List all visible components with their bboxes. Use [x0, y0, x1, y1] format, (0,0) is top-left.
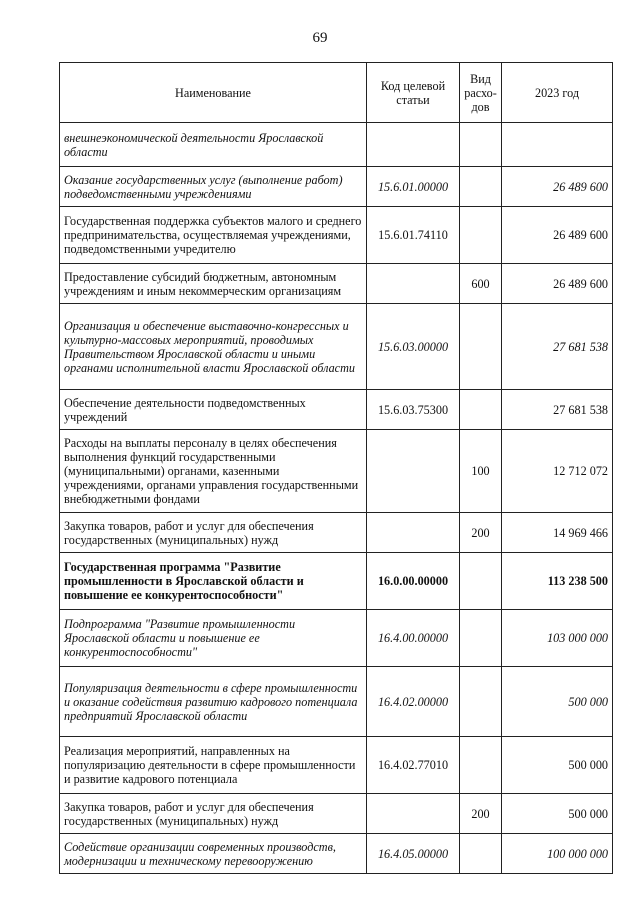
row-amount — [502, 123, 613, 167]
header-type: Вид расхо-дов — [460, 63, 502, 123]
row-code: 15.6.01.00000 — [367, 167, 460, 207]
table-row — [60, 737, 613, 794]
row-name: Государственная поддержка субъектов малого и среднего предпринимательства, осуществляемая учреждениями, подведомственными учредителю — [60, 207, 367, 264]
row-name: Предоставление субсидий бюджетным, автономным учреждениям и иным некоммерческим организациям — [60, 264, 367, 304]
row-type — [460, 123, 502, 167]
table-row — [60, 513, 613, 553]
row-type — [460, 667, 502, 737]
row-name: Реализация мероприятий, направленных на популяризацию деятельности в сфере промышленности и развитие кадрового потенциала — [60, 737, 367, 794]
row-type: 200 — [460, 794, 502, 834]
row-code — [367, 513, 460, 553]
table-row — [60, 264, 613, 304]
row-amount: 103 000 000 — [502, 610, 613, 667]
row-name: Расходы на выплаты персоналу в целях обеспечения выполнения функций государственными (муниципальными) органами, казенными учреждениями, органами управления государственными внебюджетными фондами — [60, 430, 367, 513]
row-amount: 26 489 600 — [502, 167, 613, 207]
row-name: Подпрограмма "Развитие промышленности Ярославской области и повышение ее конкурентоспособности" — [60, 610, 367, 667]
row-code — [367, 430, 460, 513]
row-name: Закупка товаров, работ и услуг для обеспечения государственных (муниципальных) нужд — [60, 513, 367, 553]
table-body — [60, 123, 613, 874]
table-row — [60, 207, 613, 264]
row-name: Популяризация деятельности в сфере промышленности и оказание содействия развитию кадрового потенциала предприятий Ярославской области — [60, 667, 367, 737]
row-name: Государственная программа "Развитие промышленности в Ярославской области и повышение ее конкурентоспособности" — [60, 553, 367, 610]
row-code — [367, 123, 460, 167]
row-code: 16.4.02.77010 — [367, 737, 460, 794]
row-amount: 14 969 466 — [502, 513, 613, 553]
table-header-row — [60, 63, 613, 123]
table-row — [60, 834, 613, 874]
row-amount: 500 000 — [502, 737, 613, 794]
row-name: Организация и обеспечение выставочно-конгрессных и культурно-массовых мероприятий, проводимых Правительством Ярославской области и иными органами исполнительной власти Ярославской области — [60, 304, 367, 390]
row-amount: 500 000 — [502, 667, 613, 737]
row-type — [460, 167, 502, 207]
row-code — [367, 264, 460, 304]
header-year: 2023 год — [502, 63, 613, 123]
row-amount: 26 489 600 — [502, 207, 613, 264]
row-amount: 500 000 — [502, 794, 613, 834]
table-row — [60, 430, 613, 513]
row-amount: 113 238 500 — [502, 553, 613, 610]
row-type — [460, 304, 502, 390]
row-type — [460, 834, 502, 874]
row-name: Закупка товаров, работ и услуг для обеспечения государственных (муниципальных) нужд — [60, 794, 367, 834]
row-amount: 100 000 000 — [502, 834, 613, 874]
row-amount: 27 681 538 — [502, 304, 613, 390]
row-amount: 12 712 072 — [502, 430, 613, 513]
row-type — [460, 207, 502, 264]
table-row — [60, 610, 613, 667]
table-row — [60, 794, 613, 834]
row-type: 100 — [460, 430, 502, 513]
table-row — [60, 667, 613, 737]
row-amount: 26 489 600 — [502, 264, 613, 304]
row-name: Содействие организации современных производств, модернизации и техническому перевооружению — [60, 834, 367, 874]
row-code: 15.6.03.00000 — [367, 304, 460, 390]
row-type — [460, 553, 502, 610]
row-amount: 27 681 538 — [502, 390, 613, 430]
row-code: 15.6.01.74110 — [367, 207, 460, 264]
row-code: 15.6.03.75300 — [367, 390, 460, 430]
row-code — [367, 794, 460, 834]
row-type — [460, 390, 502, 430]
row-name: внешнеэкономической деятельности Ярославской области — [60, 123, 367, 167]
header-code: Код целевой статьи — [367, 63, 460, 123]
row-type — [460, 737, 502, 794]
table-row — [60, 123, 613, 167]
header-name: Наименование — [60, 63, 367, 123]
row-type: 200 — [460, 513, 502, 553]
row-name: Обеспечение деятельности подведомственных учреждений — [60, 390, 367, 430]
row-name: Оказание государственных услуг (выполнение работ) подведомственными учреждениями — [60, 167, 367, 207]
row-code: 16.0.00.00000 — [367, 553, 460, 610]
budget-table — [59, 62, 613, 874]
page-number: 69 — [312, 30, 328, 46]
table-row — [60, 553, 613, 610]
table-row — [60, 390, 613, 430]
row-type: 600 — [460, 264, 502, 304]
row-code: 16.4.00.00000 — [367, 610, 460, 667]
table-row — [60, 167, 613, 207]
row-code: 16.4.02.00000 — [367, 667, 460, 737]
table-row — [60, 304, 613, 390]
row-code: 16.4.05.00000 — [367, 834, 460, 874]
row-type — [460, 610, 502, 667]
